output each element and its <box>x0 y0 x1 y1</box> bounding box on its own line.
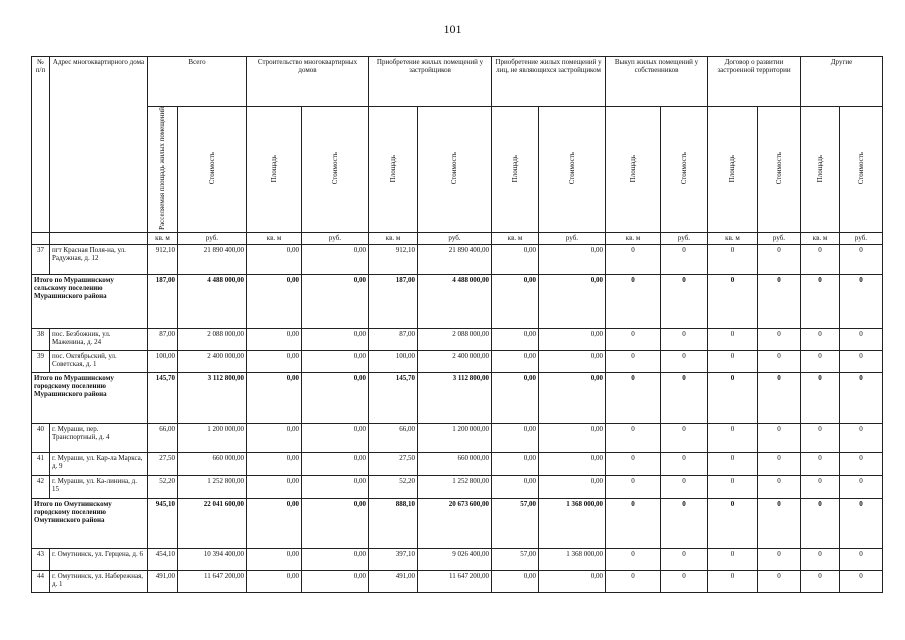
area-cell: 945,10 <box>148 498 178 548</box>
area-cell: 0 <box>708 423 758 452</box>
area-cell: 912,10 <box>369 244 418 274</box>
unit-area: кв. м <box>708 232 758 244</box>
area-cell: 0,00 <box>492 328 539 350</box>
area-cell: 491,00 <box>148 570 178 592</box>
header-group-construction: Строительство многоквартирных домов <box>247 57 369 107</box>
area-cell: 0 <box>606 244 661 274</box>
subheader-resettled-area: Расселяемая площадь жилых помещений <box>148 107 178 233</box>
header-address: Адрес многоквартирного дома <box>50 57 148 233</box>
cost-cell: 0,00 <box>302 570 369 592</box>
header-group-development-agreement: Договор о развитии застроенной территории <box>708 57 801 107</box>
area-cell: 912,10 <box>148 244 178 274</box>
area-cell: 0,00 <box>247 423 302 452</box>
subheader-cost: Стоимость <box>418 107 492 233</box>
unit-cost: руб. <box>418 232 492 244</box>
cost-cell: 0 <box>661 498 708 548</box>
area-cell: 0 <box>606 350 661 372</box>
area-cell: 0 <box>801 475 840 498</box>
row-number: 40 <box>32 423 50 452</box>
area-cell: 0 <box>801 328 840 350</box>
area-cell: 0 <box>708 372 758 423</box>
table-row <box>32 244 883 274</box>
subheader-cost: Стоимость <box>539 107 606 233</box>
cost-cell: 0 <box>840 452 883 475</box>
cost-cell: 0 <box>661 244 708 274</box>
units-row <box>32 232 883 244</box>
area-cell: 0 <box>708 570 758 592</box>
subheader-area: Площадь <box>492 107 539 233</box>
cost-cell: 1 368 000,00 <box>539 548 606 570</box>
cost-cell: 0,00 <box>539 423 606 452</box>
area-cell: 0 <box>708 452 758 475</box>
address-cell: г. Мураши, ул. Кар-ла Маркса, д. 9 <box>50 452 148 475</box>
cost-cell: 2 088 000,00 <box>418 328 492 350</box>
header-group-developer-purchase: Приобретение жилых помещений у застройщиков <box>369 57 492 107</box>
cost-cell: 0 <box>758 372 801 423</box>
area-cell: 397,10 <box>369 548 418 570</box>
area-cell: 0 <box>606 548 661 570</box>
unit-area: кв. м <box>492 232 539 244</box>
cost-cell: 1 252 800,00 <box>418 475 492 498</box>
cost-cell: 0 <box>840 548 883 570</box>
cost-cell: 0,00 <box>539 274 606 328</box>
cost-cell: 660 000,00 <box>178 452 247 475</box>
cost-cell: 4 488 000,00 <box>418 274 492 328</box>
unit-cost: руб. <box>539 232 606 244</box>
area-cell: 87,00 <box>369 328 418 350</box>
address-cell: пос. Безбожник, ул. Маженина, д. 24 <box>50 328 148 350</box>
cost-cell: 0 <box>758 423 801 452</box>
area-cell: 0,00 <box>247 328 302 350</box>
area-cell: 57,00 <box>492 498 539 548</box>
cost-cell: 2 088 000,00 <box>178 328 247 350</box>
area-cell: 0,00 <box>492 350 539 372</box>
area-cell: 0,00 <box>247 570 302 592</box>
address-cell: пос. Октябрьский, ул. Советская, д. 1 <box>50 350 148 372</box>
unit-cost: руб. <box>302 232 369 244</box>
unit-cost: руб. <box>178 232 247 244</box>
area-cell: 27,50 <box>369 452 418 475</box>
unit-cell-empty <box>32 232 50 244</box>
area-cell: 0 <box>708 475 758 498</box>
cost-cell: 0 <box>840 372 883 423</box>
cost-cell: 0,00 <box>539 475 606 498</box>
area-cell: 0,00 <box>492 452 539 475</box>
cost-cell: 0 <box>840 350 883 372</box>
cost-cell: 0 <box>758 452 801 475</box>
area-cell: 187,00 <box>369 274 418 328</box>
header-group-other: Другие <box>801 57 883 107</box>
row-number: 41 <box>32 452 50 475</box>
area-cell: 0 <box>708 548 758 570</box>
cost-cell: 0 <box>661 452 708 475</box>
area-cell: 0 <box>606 328 661 350</box>
cost-cell: 660 000,00 <box>418 452 492 475</box>
cost-cell: 0 <box>661 274 708 328</box>
subheader-area: Площадь <box>247 107 302 233</box>
subtotal-label: Итого по Мурашинскому сельскому поселению Мурашинского района <box>32 274 148 328</box>
area-cell: 0,00 <box>492 475 539 498</box>
cost-cell: 0 <box>661 423 708 452</box>
cost-cell: 0,00 <box>539 328 606 350</box>
subheader-cost: Стоимость <box>302 107 369 233</box>
area-cell: 0,00 <box>492 274 539 328</box>
cost-cell: 0,00 <box>302 372 369 423</box>
cost-cell: 0 <box>840 274 883 328</box>
cost-cell: 0,00 <box>302 452 369 475</box>
cost-cell: 0 <box>758 350 801 372</box>
area-cell: 0 <box>801 548 840 570</box>
cost-cell: 3 112 800,00 <box>418 372 492 423</box>
area-cell: 0 <box>606 498 661 548</box>
area-cell: 0,00 <box>247 372 302 423</box>
cost-cell: 0,00 <box>539 244 606 274</box>
cost-cell: 0 <box>758 244 801 274</box>
cost-cell: 0,00 <box>302 328 369 350</box>
table-row <box>32 423 883 452</box>
area-cell: 0 <box>801 498 840 548</box>
subheader-area: Площадь <box>801 107 840 233</box>
cost-cell: 0 <box>840 498 883 548</box>
cost-cell: 1 252 800,00 <box>178 475 247 498</box>
cost-cell: 2 400 000,00 <box>178 350 247 372</box>
cost-cell: 0 <box>661 570 708 592</box>
header-group-other-purchase: Приобретение жилых помещений у лиц, не являющихся застройщиком <box>492 57 606 107</box>
area-cell: 0,00 <box>247 548 302 570</box>
area-cell: 0 <box>801 570 840 592</box>
table-row <box>32 570 883 592</box>
area-cell: 0,00 <box>247 244 302 274</box>
area-cell: 0,00 <box>492 372 539 423</box>
unit-cell-empty <box>50 232 148 244</box>
row-number: 44 <box>32 570 50 592</box>
subtotal-label: Итого по Мурашинскому городскому поселению Мурашинского района <box>32 372 148 423</box>
cost-cell: 21 890 400,00 <box>418 244 492 274</box>
page-number: 101 <box>443 22 462 36</box>
area-cell: 0 <box>606 452 661 475</box>
cost-cell: 0 <box>840 423 883 452</box>
area-cell: 0 <box>606 570 661 592</box>
table-row <box>32 475 883 498</box>
cost-cell: 0 <box>758 498 801 548</box>
area-cell: 0 <box>708 244 758 274</box>
cost-cell: 0 <box>661 328 708 350</box>
cost-cell: 0,00 <box>302 350 369 372</box>
subtotal-label: Итого по Омутнинскому городскому поселению Омутнинского района <box>32 498 148 548</box>
area-cell: 0 <box>708 328 758 350</box>
header-group-buyout: Выкуп жилых помещений у собственников <box>606 57 708 107</box>
cost-cell: 1 200 000,00 <box>418 423 492 452</box>
cost-cell: 0 <box>661 350 708 372</box>
subheader-cost: Стоимость <box>840 107 883 233</box>
area-cell: 52,20 <box>148 475 178 498</box>
area-cell: 454,10 <box>148 548 178 570</box>
table-body <box>32 244 883 592</box>
unit-cost: руб. <box>758 232 801 244</box>
address-cell: г. Омутнинск, ул. Набережная, д. 1 <box>50 570 148 592</box>
table-row <box>32 548 883 570</box>
cost-cell: 0,00 <box>302 244 369 274</box>
table-row <box>32 328 883 350</box>
row-number: 43 <box>32 548 50 570</box>
area-cell: 0 <box>606 372 661 423</box>
cost-cell: 0,00 <box>302 423 369 452</box>
row-number: 38 <box>32 328 50 350</box>
area-cell: 0 <box>708 498 758 548</box>
subheader-cost: Стоимость <box>178 107 247 233</box>
unit-area: кв. м <box>148 232 178 244</box>
area-cell: 0,00 <box>492 570 539 592</box>
cost-cell: 10 394 400,00 <box>178 548 247 570</box>
cost-cell: 9 026 400,00 <box>418 548 492 570</box>
address-cell: г. Мураши, ул. Ка-линина, д. 15 <box>50 475 148 498</box>
area-cell: 0,00 <box>492 244 539 274</box>
row-number: 37 <box>32 244 50 274</box>
address-cell: пгт Красная Поля-на, ул. Радужная, д. 12 <box>50 244 148 274</box>
cost-cell: 0 <box>840 570 883 592</box>
table-row <box>32 350 883 372</box>
unit-area: кв. м <box>801 232 840 244</box>
area-cell: 0,00 <box>247 350 302 372</box>
subtotal-row <box>32 274 883 328</box>
cost-cell: 0 <box>661 548 708 570</box>
subheader-area: Площадь <box>708 107 758 233</box>
cost-cell: 0,00 <box>539 350 606 372</box>
header-num: № п/п <box>32 57 50 233</box>
area-cell: 0 <box>801 274 840 328</box>
cost-cell: 0,00 <box>302 548 369 570</box>
area-cell: 145,70 <box>369 372 418 423</box>
cost-cell: 11 647 200,00 <box>178 570 247 592</box>
area-cell: 0 <box>801 423 840 452</box>
area-cell: 888,10 <box>369 498 418 548</box>
area-cell: 52,20 <box>369 475 418 498</box>
area-cell: 66,00 <box>148 423 178 452</box>
area-cell: 0 <box>801 372 840 423</box>
area-cell: 0 <box>708 350 758 372</box>
subheader-area: Площадь <box>606 107 661 233</box>
area-cell: 66,00 <box>369 423 418 452</box>
unit-cost: руб. <box>661 232 708 244</box>
subheader-cost: Стоимость <box>758 107 801 233</box>
row-number: 39 <box>32 350 50 372</box>
area-cell: 87,00 <box>148 328 178 350</box>
cost-cell: 3 112 800,00 <box>178 372 247 423</box>
cost-cell: 0,00 <box>302 475 369 498</box>
area-cell: 0,00 <box>247 475 302 498</box>
area-cell: 0 <box>606 423 661 452</box>
cost-cell: 0 <box>758 548 801 570</box>
subtotal-row <box>32 498 883 548</box>
area-cell: 0,00 <box>247 452 302 475</box>
cost-cell: 0 <box>840 328 883 350</box>
subheader-cost: Стоимость <box>661 107 708 233</box>
cost-cell: 0 <box>661 372 708 423</box>
cost-cell: 4 488 000,00 <box>178 274 247 328</box>
cost-cell: 21 890 400,00 <box>178 244 247 274</box>
cost-cell: 1 368 000,00 <box>539 498 606 548</box>
area-cell: 0 <box>801 350 840 372</box>
area-cell: 0 <box>801 452 840 475</box>
cost-cell: 20 673 600,00 <box>418 498 492 548</box>
cost-cell: 0 <box>840 244 883 274</box>
area-cell: 0,00 <box>247 498 302 548</box>
area-cell: 27,50 <box>148 452 178 475</box>
header-row-subcolumns <box>32 107 883 233</box>
area-cell: 0 <box>708 274 758 328</box>
area-cell: 0,00 <box>492 423 539 452</box>
cost-cell: 0,00 <box>302 498 369 548</box>
cost-cell: 0,00 <box>539 372 606 423</box>
table-row <box>32 452 883 475</box>
header-group-total: Всего <box>148 57 247 107</box>
area-cell: 187,00 <box>148 274 178 328</box>
address-cell: г. Омутнинск, ул. Герцена, д. 6 <box>50 548 148 570</box>
subheader-area: Площадь <box>369 107 418 233</box>
area-cell: 0 <box>801 244 840 274</box>
cost-cell: 0,00 <box>539 452 606 475</box>
cost-cell: 0 <box>840 475 883 498</box>
unit-area: кв. м <box>606 232 661 244</box>
area-cell: 0,00 <box>247 274 302 328</box>
cost-cell: 0,00 <box>539 570 606 592</box>
subtotal-row <box>32 372 883 423</box>
header-row-groups <box>32 57 883 107</box>
housing-table <box>31 56 883 593</box>
area-cell: 100,00 <box>369 350 418 372</box>
area-cell: 0 <box>606 475 661 498</box>
cost-cell: 0,00 <box>302 274 369 328</box>
cost-cell: 0 <box>758 328 801 350</box>
area-cell: 491,00 <box>369 570 418 592</box>
cost-cell: 2 400 000,00 <box>418 350 492 372</box>
cost-cell: 0 <box>661 475 708 498</box>
row-number: 42 <box>32 475 50 498</box>
unit-area: кв. м <box>369 232 418 244</box>
cost-cell: 11 647 200,00 <box>418 570 492 592</box>
area-cell: 57,00 <box>492 548 539 570</box>
cost-cell: 1 200 000,00 <box>178 423 247 452</box>
unit-area: кв. м <box>247 232 302 244</box>
cost-cell: 22 041 600,00 <box>178 498 247 548</box>
address-cell: г. Мураши, пер. Транспортный, д. 4 <box>50 423 148 452</box>
area-cell: 100,00 <box>148 350 178 372</box>
cost-cell: 0 <box>758 570 801 592</box>
unit-cost: руб. <box>840 232 883 244</box>
area-cell: 145,70 <box>148 372 178 423</box>
cost-cell: 0 <box>758 274 801 328</box>
area-cell: 0 <box>606 274 661 328</box>
cost-cell: 0 <box>758 475 801 498</box>
